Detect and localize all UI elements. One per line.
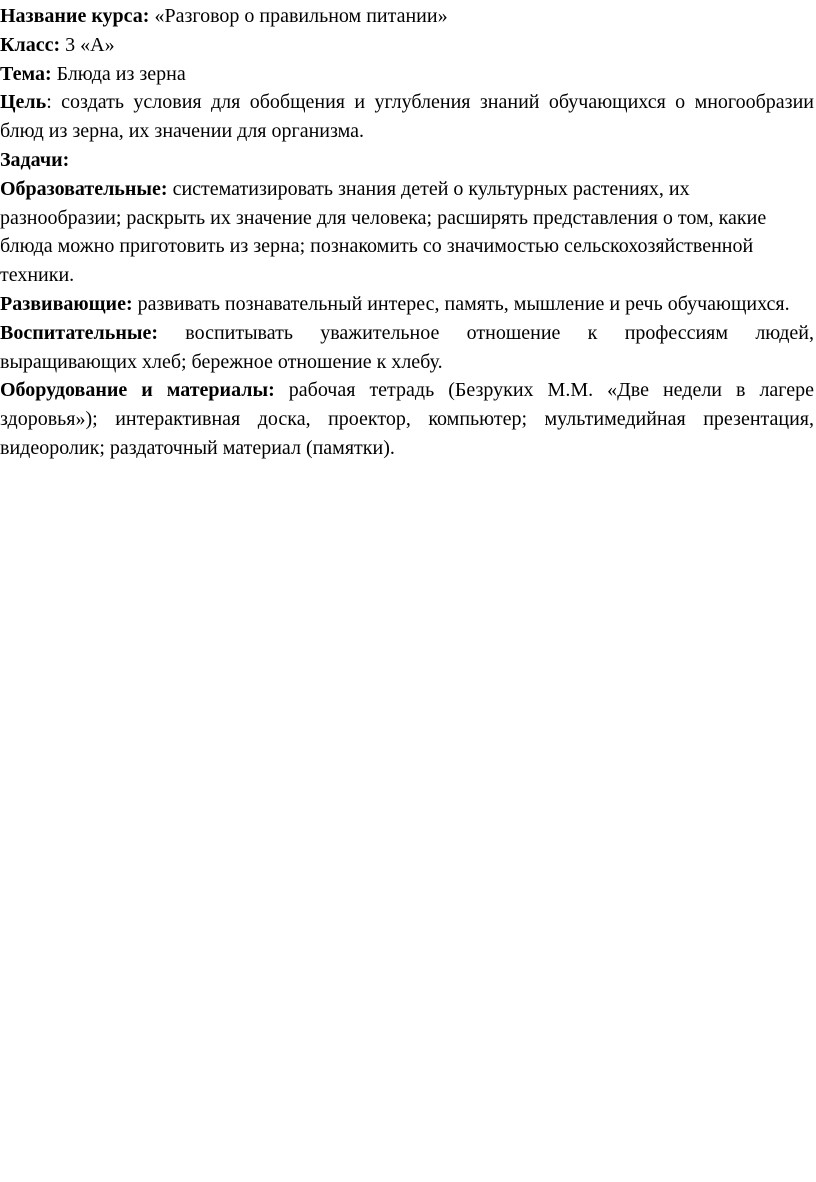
class-value: 3 «А»: [60, 33, 115, 56]
class-line: [0, 31, 814, 60]
educational-label: Образовательные:: [0, 177, 168, 200]
topic-line: [0, 60, 814, 89]
goal-paragraph: [0, 88, 814, 146]
course-line: [0, 2, 814, 31]
upbringing-paragraph: [0, 319, 814, 377]
upbringing-label: Воспитательные:: [0, 321, 158, 344]
topic-label: Тема:: [0, 62, 52, 85]
equipment-paragraph: [0, 376, 814, 462]
tasks-label: Задачи:: [0, 148, 70, 171]
goal-value: : создать условия для обобщения и углубления знаний обучающихся о многообразии блюд из зерна, их значении для организма.: [0, 91, 814, 143]
upbringing-value: воспитывать уважительное отношение к профессиям людей, выращивающих хлеб; бережное отношение к хлебу.: [0, 321, 814, 373]
developing-label: Развивающие:: [0, 292, 133, 315]
class-label: Класс:: [0, 33, 61, 56]
equipment-label: Оборудование и материалы:: [0, 379, 275, 402]
course-label: Название курса:: [0, 5, 150, 27]
equipment-value: рабочая тетрадь (Безруких М.М. «Две недели в лагере здоровья»); интерактивная доска, проектор, компьютер; мультимедийная презентация, видеоролик; раздаточный материал (памятки).: [0, 379, 815, 459]
tasks-heading: [0, 146, 814, 175]
goal-label: Цель: [0, 91, 47, 114]
developing-value: развивать познавательный интерес, память, мышление и речь обучающихся.: [132, 292, 790, 315]
educational-paragraph: [0, 175, 814, 290]
lesson-plan-document: [0, 2, 814, 463]
course-value: «Разговор о правильном питании»: [149, 5, 448, 27]
topic-value: Блюда из зерна: [51, 62, 186, 85]
developing-paragraph: [0, 290, 814, 319]
educational-value: систематизировать знания детей о культурных растениях, их разнообразии; раскрыть их значение для человека; расширять представления о том, какие блюда можно приготовить из зерна; познакомить со значимостью сельскохозяйственной техники.: [0, 177, 767, 287]
